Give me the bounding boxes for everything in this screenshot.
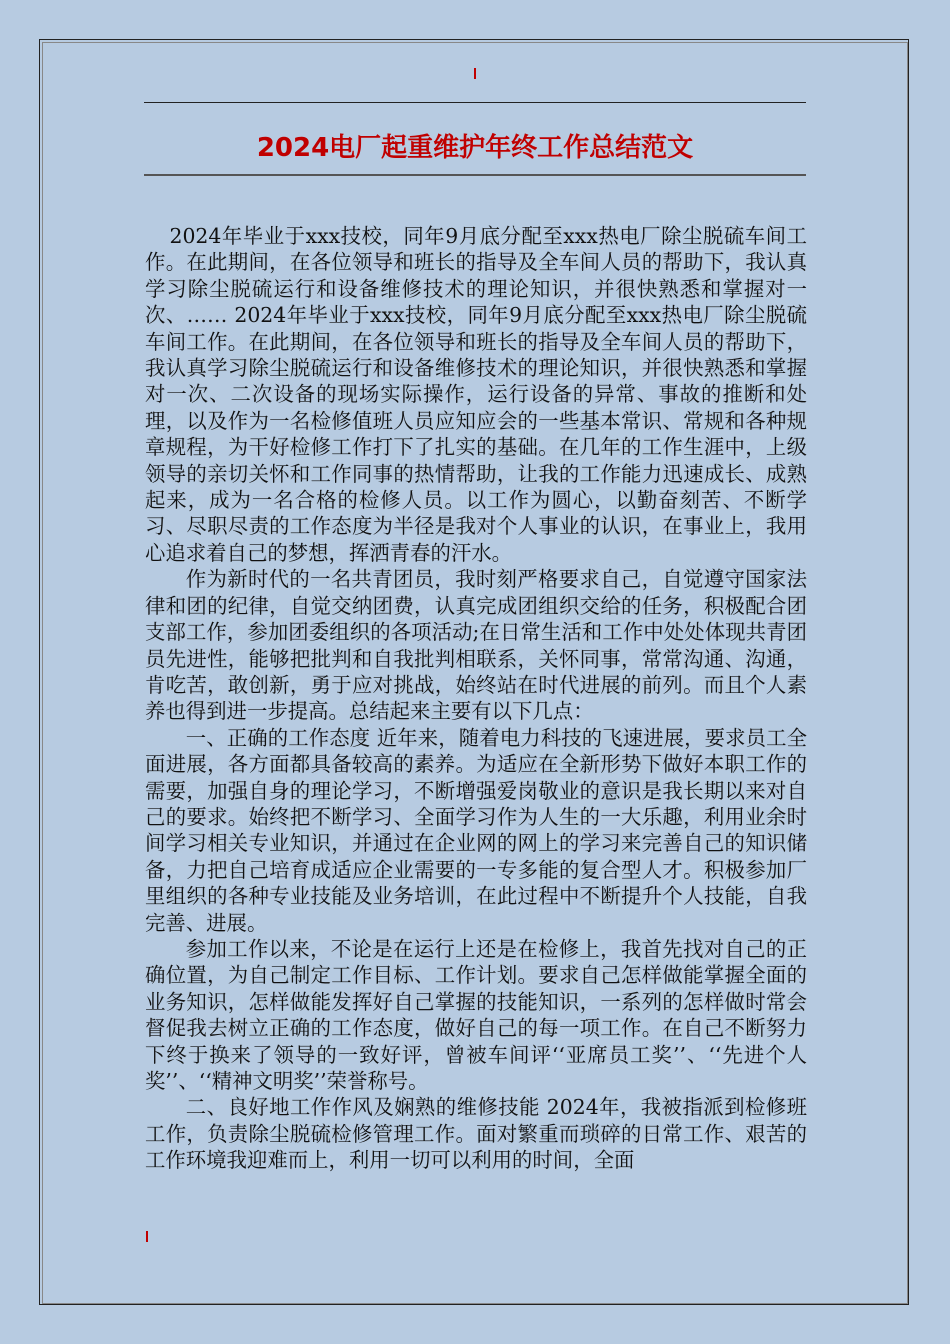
paragraph-intro: 2024年毕业于xxx技校，同年9月底分配至xxx热电厂除尘脱硫车间工作。在此期间，在各位领导和班长的指导及全车间人员的帮助下，我认真学习除尘脱硫运行和设备维修技术的理论知识，并很快熟悉和掌握对一次、…… 2024年毕业于xxx技校，同年9月底分配至xxx热电厂除尘脱硫车间工作。在此期间，在各位领导和班长的指导及全车间人员的帮助下，我认真学习除尘脱硫运行和设备维修技术的理论知识，并很快熟悉和掌握对一次、二次设备的现场实际操作，运行设备的异常、事故的推断和处理，以及作为一名检修值班人员应知应会的一些基本常识、常规和各种规章规程，为干好检修工作打下了扎实的基础。在几年的工作生涯中，上级领导的亲切关怀和工作同事的热情帮助，让我的工作能力迅速成长、成熟起来，成为一名合格的检修人员。以工作为圆心，以勤奋刻苦、不断学习、尽职尽责的工作态度为半径是我对个人事业的认识，在事业上，我用心追求着自己的梦想，挥洒青春的汗水。 [145, 224, 807, 565]
paragraph-work-attitude: 一、正确的工作态度 近年来，随着电力科技的飞速进展，要求员工全面进展，各方面都具备较高的素养。为适应在全新形势下做好本职工作的需要，加强自身的理论学习，不断增强爱岗敬业的意识是我长期以来对自己的要求。始终把不断学习、全面学习作为人生的一大乐趣，利用业余时间学习相关专业知识，并通过在企业网的网上的学习来完善自己的知识储备，力把自己培育成适应企业需要的一专多能的复合型人才。积极参加厂里组织的各种专业技能及业务培训，在此过程中不断提升个人技能，自我完善、进展。 [145, 725, 807, 935]
paragraph-work-style: 二、良好地工作作风及娴熟的维修技能 2024年，我被指派到检修班工作，负责除尘脱硫检修管理工作。面对繁重而琐碎的日常工作、艰苦的工作环境我迎难而上，利用一切可以利用的时间，全面 [145, 1095, 807, 1173]
title-underline-rule [144, 174, 806, 176]
footer-cursor-mark [146, 1231, 148, 1242]
paragraph-since-joining: 参加工作以来，不论是在运行上还是在检修上，我首先找对自己的正确位置，为自己制定工作目标、工作计划。要求自己怎样做能掌握全面的业务知识，怎样做能发挥好自己掌握的技能知识，一系列的怎样做时常会督促我去树立正确的工作态度，做好自己的每一项工作。在自己不断努力下终于换来了领导的一致好评，曾被车间评‘‘亚席员工奖’’、‘‘先进个人奖’’、‘‘精神文明奖’’荣誉称号。 [145, 936, 807, 1093]
document-title: 2024电厂起重维护年终工作总结范文 [256, 133, 694, 163]
paragraph-league-member: 作为新时代的一名共青团员，我时刻严格要求自己，自觉遵守国家法律和团的纪律，自觉交纳团费，认真完成团组织交给的任务，积极配合团支部工作，参加团委组织的各项活动;在日常生活和工作中处处体现共青团员先进性，能够把批判和自我批判相联系，关怀同事，常常沟通、沟通，肯吃苦，敢创新，勇于应对挑战，始终站在时代进展的前列。而且个人素养也得到进一步提高。总结起来主要有以下几点： [145, 567, 807, 724]
header-cursor-mark [474, 68, 476, 79]
header-rule [144, 102, 806, 103]
document-body [145, 223, 807, 1205]
